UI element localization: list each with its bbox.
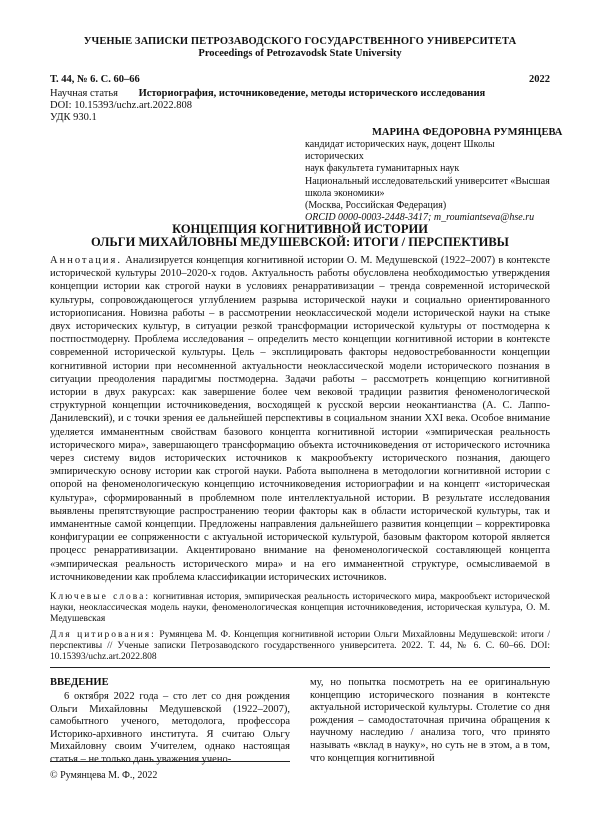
article-meta-line [50, 88, 485, 99]
year: 2022 [529, 74, 550, 85]
author-line-3: Национальный исследовательский университет «Высшая [305, 175, 550, 187]
footnote-divider [50, 761, 290, 762]
keywords-text: когнитивная история, эмпирическая реальность исторического мира, макрообъект исторической науки, неоклассическая модель науки, феноменологическая концепция источниковедения, историческая культура, О. М. Медушевская [50, 592, 550, 625]
article-title-line-2: ОЛЬГИ МИХАЙЛОВНЫ МЕДУШЕВСКОЙ: ИТОГИ / ПЕРСПЕКТИВЫ [91, 235, 509, 249]
author-line-2: наук факультета гуманитарных наук [305, 163, 460, 175]
author-orcid-email: ORCID 0000-0003-2448-3417; m_roumiantseva@hse.ru [305, 212, 535, 224]
author-line-4: школа экономики» [305, 187, 385, 199]
author-affiliation [305, 139, 550, 224]
article-title-line-1: КОНЦЕПЦИЯ КОГНИТИВНОЙ ИСТОРИИ [172, 222, 428, 236]
section-heading: ВВЕДЕНИЕ [50, 677, 109, 688]
article-type: Научная статья [50, 88, 118, 99]
citation-label: Для цитирования: [50, 630, 156, 640]
udk: УДК 930.1 [50, 112, 97, 123]
author-name: МАРИНА ФЕДОРОВНА РУМЯНЦЕВА [372, 127, 563, 138]
volume-info: Т. 44, № 6. С. 60–66 [50, 74, 140, 85]
journal-title-en: Proceedings of Petrozavodsk State University [198, 48, 402, 59]
intro-right-column: му, но попытка посмотреть на ее оригинальную концепцию исторического познания в контексте актуальной исторической культуры. Столетие со дня рождения – самодостаточная причина обращения к научному наследию / анализа того, что принято называть «вклад в науку», но суть не в этом, а в том, что концепция когнитивной [310, 677, 550, 764]
intro-left-column [50, 691, 290, 767]
author-line-5: (Москва, Российская Федерация) [305, 200, 447, 212]
abstract-label: Аннотация. [50, 255, 123, 266]
abstract [50, 254, 550, 584]
keywords [50, 592, 550, 626]
intro-left-text: 6 октября 2022 года – сто лет со дня рождения Ольги Михайловны Медушевской (1922–2007), самобытного ученого, методолога, профессора Историко-архивного института. Я считаю Ольгу Михайловну своим Учителем, однако настоящая статья – не только дань уважения учено- [50, 691, 290, 765]
abstract-text: Анализируется концепция когнитивной истории О. М. Медушевской (1922–2007) в контексте исторической культуры 2010–2020-х годов. Актуальность работы обусловлена необходимостью утверждения концепции истории как строгой науки в условиях ренарративизации – тренда современной исторической культуры, сопровождающегося углублением разрыва исторической науки и социально ориентированного историописания. Новизна работы – в рассмотрении неоклассической модели исторической науки на стыке двух исторических культур, в ситуации резкой трансформации исторической культуры от постмодерна к постпостмодерну. Проблема исследования – определить место концепции когнитивной истории в контексте современной исторической культуры. Цель – эксплицировать факторы недовостребованности концепции когнитивной истории при несомненной актуальности неоклассической модели исторического познания в ситуации преодоления парадигмы постмодерна. Задачи работы – рассмотреть концепцию когнитивной истории в двух ракурсах: как завершение более чем вековой традиции развития феноменологической структурной концепции источниковедения, восходящей к русской версии неокантианства (А. С. Лаппо-Данилевский), и с точки зрения ее дальнейшей перспективы в социальном знании XXI века. Особое внимание уделяется имманентным свойствам базового концепта когнитивной истории «эмпирическая реальность исторического мира», завершающего трансформацию объекта источниковедения от исторического источника через систему видов исторических источников к макрообъекту исторического познания, дающего эмпирическую основу истории как строгой науки. Работа выполнена в методологии когнитивной истории с опорой на феноменологическую концепцию источниковедения историографии и на концепт «историческая культура», сформированный в проблемном поле интеллектуальной истории. В результате исследования выявлены препятствующие распространению теории факторы как в области исторической культуры, так и имманентные самой концепции. Предложены направления дальнейшего развития концепции – корректировка конфигурации ее сопряженности с актуальной исторической культурой, базовым фактором которой является процесс ренарративизации. Акцентировано внимание на феноменологической составляющей концепта «эмпирическая реальность исторического мира» и на его имманентной структуре, осмысливаемой в источниковедении как проблема классификации исторических источников. [50, 255, 550, 583]
journal-title-ru: УЧЕНЫЕ ЗАПИСКИ ПЕТРОЗАВОДСКОГО ГОСУДАРСТВЕННОГО УНИВЕРСИТЕТА [83, 36, 517, 47]
divider [50, 667, 550, 668]
doi: DOI: 10.15393/uchz.art.2022.808 [50, 100, 193, 111]
citation [50, 630, 550, 664]
author-line-1: кандидат исторических наук, доцент Школы исторических [305, 139, 495, 163]
copyright: © Румянцева М. Ф., 2022 [50, 770, 158, 781]
keywords-label: Ключевые слова: [50, 592, 150, 602]
citation-text: Румянцева М. Ф. Концепция когнитивной истории Ольги Михайловны Медушевской: итоги / перспективы // Ученые записки Петрозаводского государственного университета. 2022. Т. 44, № 6. С. 60–66. DOI: 10.15393/uchz.art.2022.808 [50, 630, 550, 663]
rubric: Историография, источниковедение, методы исторического исследования [138, 88, 486, 99]
